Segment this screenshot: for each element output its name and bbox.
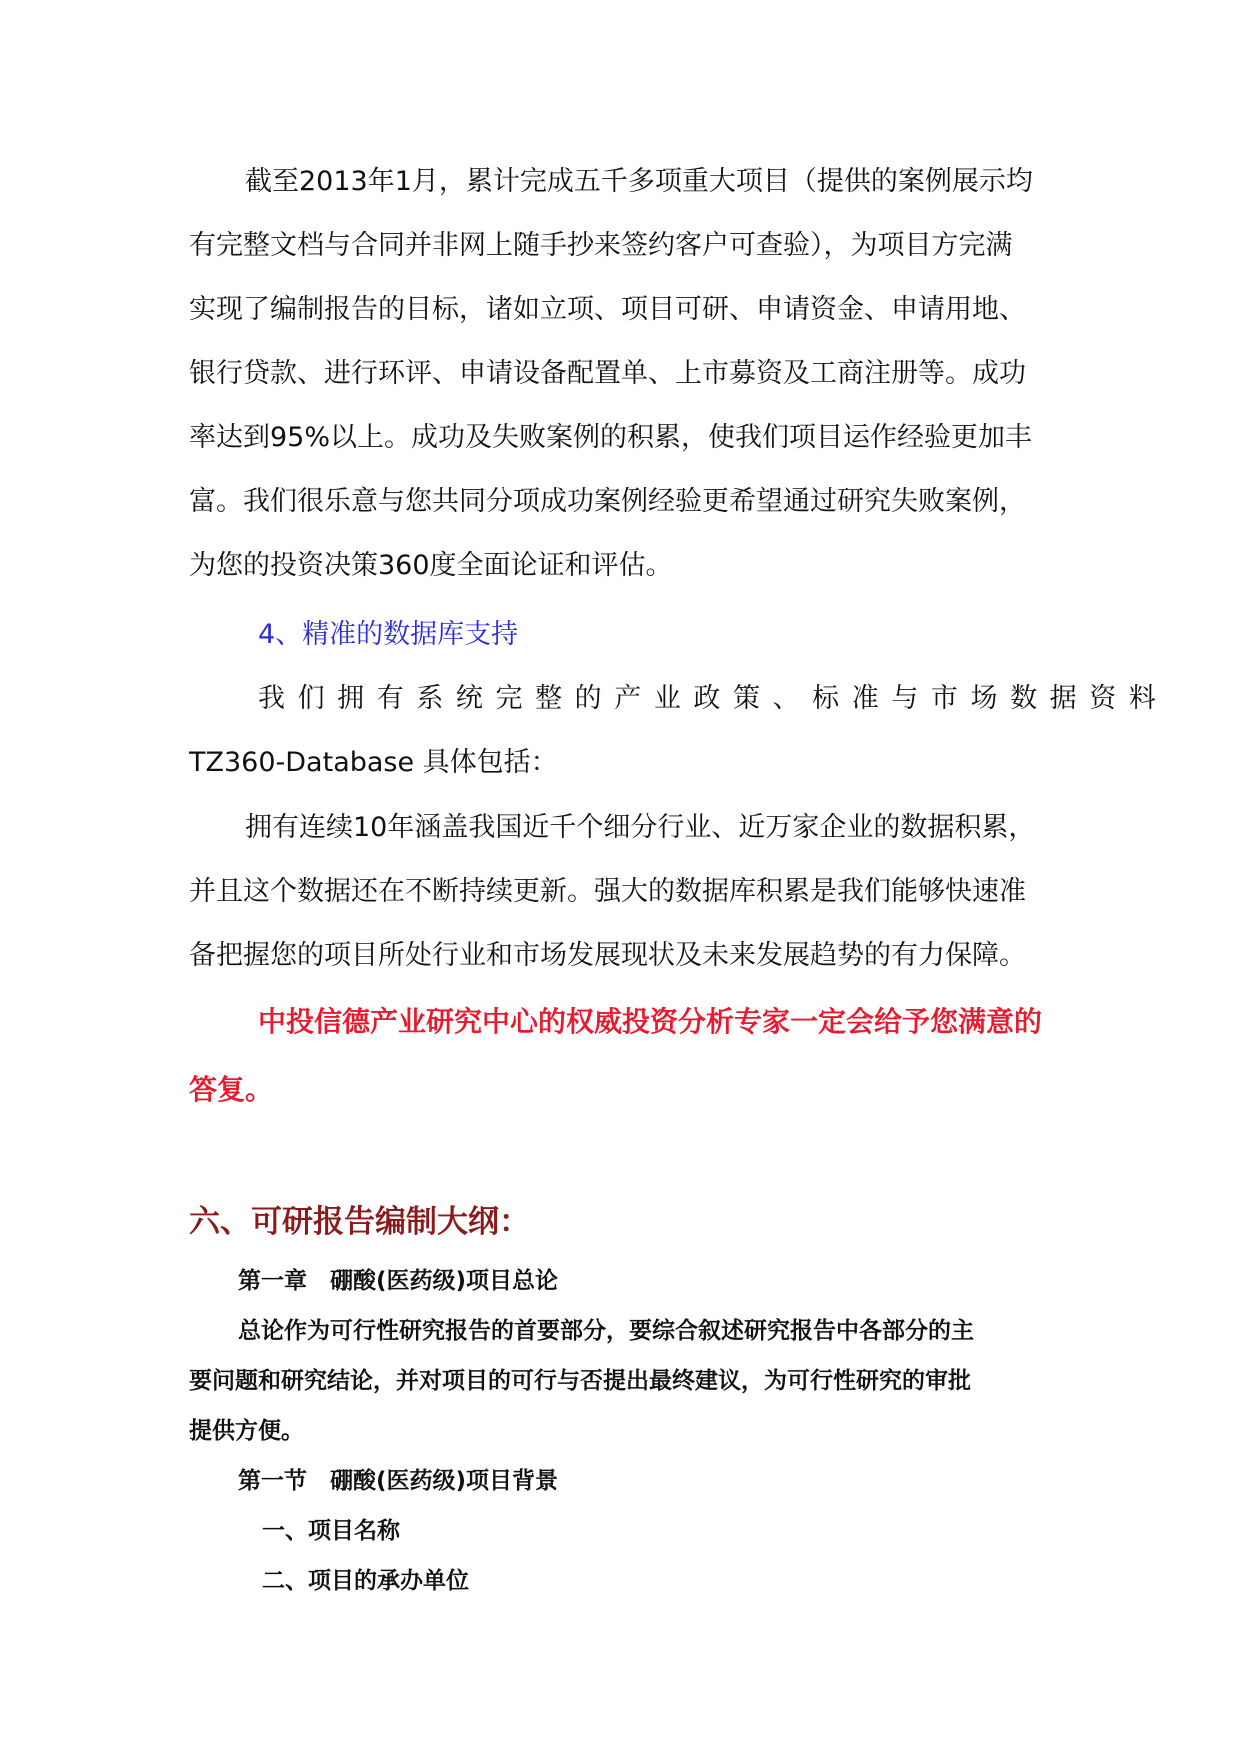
intro-line: 实现了编制报告的目标，诸如立项、项目可研、申请资金、申请用地、 <box>189 294 1026 325</box>
database-line: 并且这个数据还在不断持续更新。强大的数据库积累是我们能够快速准 <box>189 876 1026 907</box>
closing-line-1: 中投信德产业研究中心的权威投资分析专家一定会给予您满意的 <box>258 1005 1043 1038</box>
chapter-1-title: 第一章 硼酸(医药级)项目总论 <box>238 1268 559 1294</box>
intro-line: 银行贷款、进行环评、申请设备配置单、上市募资及工商注册等。成功 <box>189 358 1026 389</box>
intro-line: 率达到95%以上。成功及失败案例的积累，使我们项目运作经验更加丰 <box>189 422 1033 453</box>
database-name-line: TZ360-Database 具体包括： <box>189 747 558 778</box>
summary-line: 要问题和研究结论，并对项目的可行与否提出最终建议，为可行性研究的审批 <box>189 1368 971 1394</box>
intro-line: 有完整文档与合同并非网上随手抄来签约客户可查验），为项目方完满 <box>189 230 1013 261</box>
intro-line: 富。我们很乐意与您共同分项成功案例经验更希望通过研究失败案例， <box>189 486 1026 517</box>
database-intro-line: 我 们 拥 有 系 统 完 整 的 产 业 政 策 、 标 准 与 市 场 数 据 资 料 <box>258 683 1158 714</box>
database-line: 备把握您的项目所处行业和市场发展现状及未来发展趋势的有力保障。 <box>189 940 1026 971</box>
database-line: 拥有连续10年涵盖我国近千个细分行业、近万家企业的数据积累， <box>245 812 1036 843</box>
outline-item-undertaking-unit: 二、项目的承办单位 <box>262 1568 469 1594</box>
outline-title: 六、可研报告编制大纲： <box>189 1204 530 1240</box>
section-1-title: 第一节 硼酸(医药级)项目背景 <box>238 1468 559 1494</box>
summary-line: 提供方便。 <box>189 1418 304 1444</box>
subheading-database: 4、精准的数据库支持 <box>258 619 519 650</box>
closing-line-2: 答复。 <box>189 1073 274 1106</box>
intro-line: 为您的投资决策360度全面论证和评估。 <box>189 550 673 581</box>
outline-item-project-name: 一、项目名称 <box>262 1518 400 1544</box>
summary-line: 总论作为可行性研究报告的首要部分，要综合叙述研究报告中各部分的主 <box>238 1318 974 1344</box>
intro-paragraph <box>189 150 1074 598</box>
database-paragraph <box>189 796 1074 988</box>
intro-line: 截至2013年1月，累计完成五千多项重大项目（提供的案例展示均 <box>245 166 1033 197</box>
